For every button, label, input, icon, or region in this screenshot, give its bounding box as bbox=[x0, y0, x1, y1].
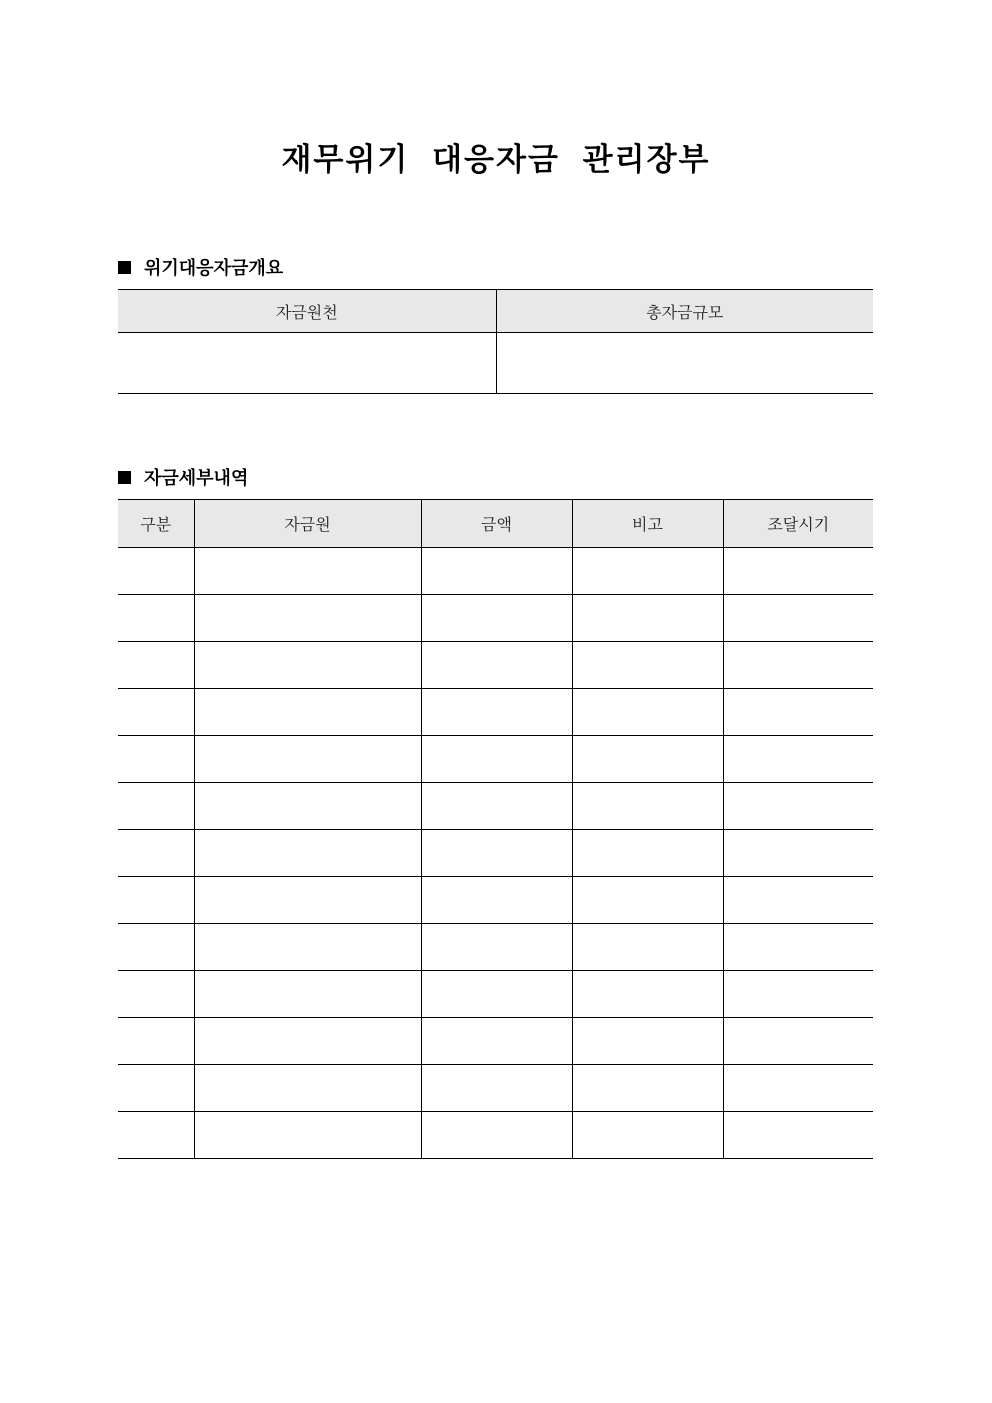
table-row bbox=[118, 971, 873, 1018]
table-row bbox=[118, 1112, 873, 1159]
category-cell[interactable] bbox=[118, 736, 194, 783]
fund-source-cell[interactable] bbox=[194, 1112, 421, 1159]
amount-cell[interactable] bbox=[421, 736, 572, 783]
procurement-date-cell[interactable] bbox=[723, 924, 873, 971]
procurement-date-cell[interactable] bbox=[723, 971, 873, 1018]
amount-cell[interactable] bbox=[421, 1112, 572, 1159]
fund-source-cell[interactable] bbox=[194, 736, 421, 783]
category-cell[interactable] bbox=[118, 830, 194, 877]
category-cell[interactable] bbox=[118, 548, 194, 595]
column-header-fund-source: 자금원 bbox=[194, 500, 421, 548]
remarks-cell[interactable] bbox=[572, 924, 723, 971]
procurement-date-cell[interactable] bbox=[723, 877, 873, 924]
table-row bbox=[118, 877, 873, 924]
table-row bbox=[118, 736, 873, 783]
page-title: 재무위기 대응자금 관리장부 bbox=[281, 142, 711, 178]
fund-source-cell[interactable] bbox=[194, 877, 421, 924]
procurement-date-cell[interactable] bbox=[723, 783, 873, 830]
amount-cell[interactable] bbox=[421, 548, 572, 595]
fund-source-cell[interactable] bbox=[194, 783, 421, 830]
column-header-total-fund-size: 총자금규모 bbox=[496, 290, 873, 333]
category-cell[interactable] bbox=[118, 1018, 194, 1065]
remarks-cell[interactable] bbox=[572, 595, 723, 642]
amount-cell[interactable] bbox=[421, 783, 572, 830]
column-header-category: 구분 bbox=[118, 500, 194, 548]
remarks-cell[interactable] bbox=[572, 1065, 723, 1112]
procurement-date-cell[interactable] bbox=[723, 1065, 873, 1112]
procurement-date-cell[interactable] bbox=[723, 595, 873, 642]
amount-cell[interactable] bbox=[421, 1018, 572, 1065]
fund-source-cell[interactable] bbox=[194, 830, 421, 877]
category-cell[interactable] bbox=[118, 689, 194, 736]
overview-table bbox=[118, 289, 873, 394]
section-heading-details bbox=[118, 464, 248, 490]
detail-table bbox=[118, 499, 873, 1159]
amount-cell[interactable] bbox=[421, 924, 572, 971]
column-header-procurement-date: 조달시기 bbox=[723, 500, 873, 548]
category-cell[interactable] bbox=[118, 924, 194, 971]
remarks-cell[interactable] bbox=[572, 736, 723, 783]
fund-source-cell[interactable] bbox=[194, 642, 421, 689]
fund-source-cell[interactable] bbox=[118, 333, 496, 394]
remarks-cell[interactable] bbox=[572, 548, 723, 595]
amount-cell[interactable] bbox=[421, 1065, 572, 1112]
remarks-cell[interactable] bbox=[572, 689, 723, 736]
amount-cell[interactable] bbox=[421, 971, 572, 1018]
category-cell[interactable] bbox=[118, 1112, 194, 1159]
fund-source-cell[interactable] bbox=[194, 595, 421, 642]
category-cell[interactable] bbox=[118, 877, 194, 924]
procurement-date-cell[interactable] bbox=[723, 548, 873, 595]
section-heading-overview bbox=[118, 254, 283, 280]
table-row bbox=[118, 642, 873, 689]
category-cell[interactable] bbox=[118, 971, 194, 1018]
remarks-cell[interactable] bbox=[572, 1112, 723, 1159]
black-square-icon bbox=[118, 471, 131, 484]
fund-source-cell[interactable] bbox=[194, 1065, 421, 1112]
fund-source-cell[interactable] bbox=[194, 689, 421, 736]
table-row bbox=[118, 924, 873, 971]
column-header-amount: 금액 bbox=[421, 500, 572, 548]
table-header-row bbox=[118, 290, 873, 333]
amount-cell[interactable] bbox=[421, 642, 572, 689]
total-fund-size-cell[interactable] bbox=[496, 333, 873, 394]
remarks-cell[interactable] bbox=[572, 830, 723, 877]
amount-cell[interactable] bbox=[421, 595, 572, 642]
remarks-cell[interactable] bbox=[572, 1018, 723, 1065]
category-cell[interactable] bbox=[118, 783, 194, 830]
table-row bbox=[118, 783, 873, 830]
section-heading-label: 자금세부내역 bbox=[144, 468, 249, 489]
table-row bbox=[118, 1018, 873, 1065]
fund-source-cell[interactable] bbox=[194, 548, 421, 595]
column-header-fund-source: 자금원천 bbox=[118, 290, 496, 333]
procurement-date-cell[interactable] bbox=[723, 1112, 873, 1159]
table-row bbox=[118, 595, 873, 642]
category-cell[interactable] bbox=[118, 595, 194, 642]
fund-source-cell[interactable] bbox=[194, 1018, 421, 1065]
column-header-remarks: 비고 bbox=[572, 500, 723, 548]
remarks-cell[interactable] bbox=[572, 971, 723, 1018]
category-cell[interactable] bbox=[118, 642, 194, 689]
remarks-cell[interactable] bbox=[572, 877, 723, 924]
procurement-date-cell[interactable] bbox=[723, 830, 873, 877]
table-row bbox=[118, 333, 873, 394]
procurement-date-cell[interactable] bbox=[723, 642, 873, 689]
table-header-row bbox=[118, 500, 873, 548]
procurement-date-cell[interactable] bbox=[723, 1018, 873, 1065]
fund-source-cell[interactable] bbox=[194, 971, 421, 1018]
amount-cell[interactable] bbox=[421, 830, 572, 877]
table-row bbox=[118, 689, 873, 736]
amount-cell[interactable] bbox=[421, 689, 572, 736]
remarks-cell[interactable] bbox=[572, 783, 723, 830]
procurement-date-cell[interactable] bbox=[723, 736, 873, 783]
table-row bbox=[118, 1065, 873, 1112]
section-heading-label: 위기대응자금개요 bbox=[144, 258, 284, 279]
table-row bbox=[118, 830, 873, 877]
remarks-cell[interactable] bbox=[572, 642, 723, 689]
black-square-icon bbox=[118, 261, 131, 274]
amount-cell[interactable] bbox=[421, 877, 572, 924]
category-cell[interactable] bbox=[118, 1065, 194, 1112]
procurement-date-cell[interactable] bbox=[723, 689, 873, 736]
fund-source-cell[interactable] bbox=[194, 924, 421, 971]
table-row bbox=[118, 548, 873, 595]
